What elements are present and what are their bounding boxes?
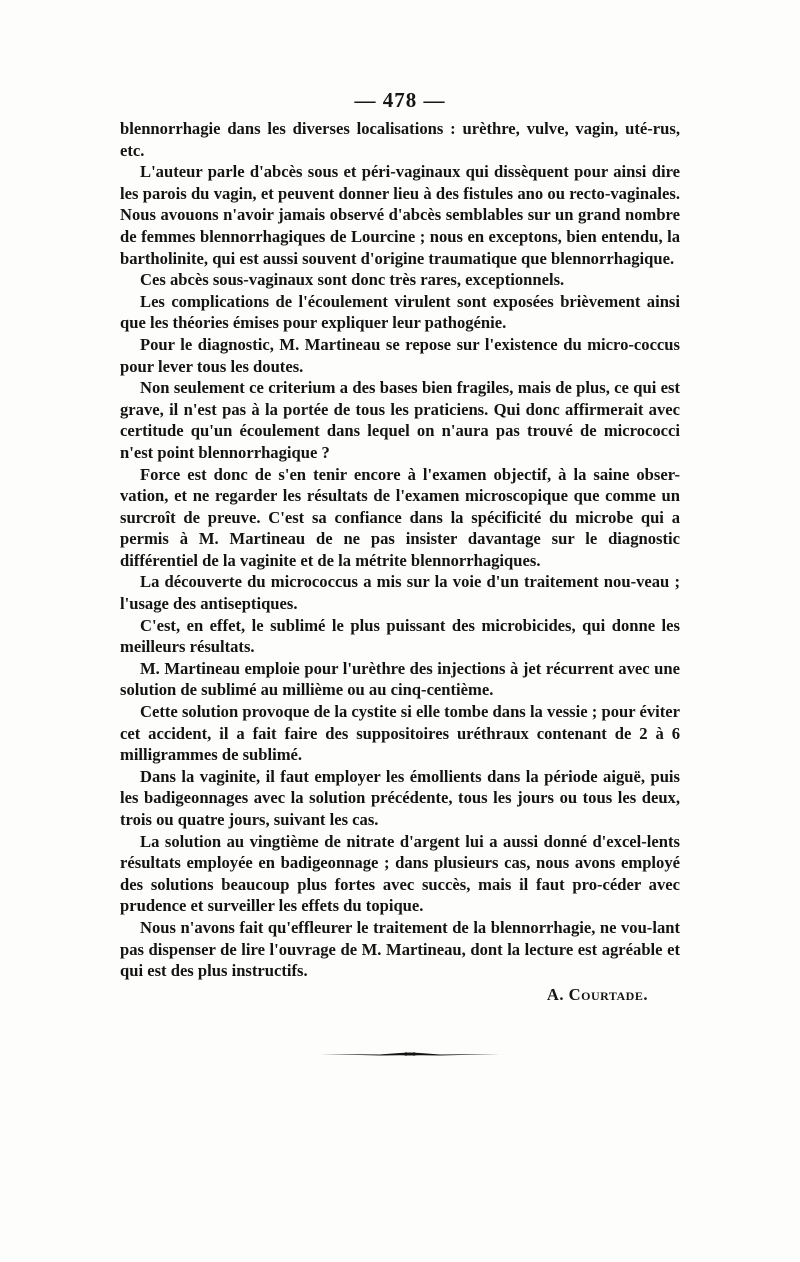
end-ornament-rule: [320, 1052, 500, 1056]
author-signature: A. Courtade.: [546, 984, 648, 1004]
paragraph-5: Pour le diagnostic, M. Martineau se repose sur l'existence du micro-coccus pour lever tous les doutes.: [120, 334, 680, 376]
paragraph-3: Ces abcès sous-vaginaux sont donc très rares, exceptionnels.: [140, 270, 565, 290]
paragraph-11: Cette solution provoque de la cystite si elle tombe dans la vessie ; pour éviter cet accident, il a fait faire des suppositoires uréthraux contenant de 2 à 6 milligrammes de sublimé.: [120, 702, 680, 765]
paragraph-1: blennorrhagie dans les diverses localisations : urèthre, vulve, vagin, uté-rus, etc.: [120, 119, 680, 160]
article-body: [120, 118, 680, 1005]
paragraph-7: Force est donc de s'en tenir encore à l'examen objectif, à la saine obser-vation, et ne regarder les résultats de l'examen microscopique que comme un surcroît de preuve. C'est sa confiance dans la spécificité du microbe qui a permis à M. Martineau de ne pas insister davantage sur le diagnostic différentiel de la vaginite et de la métrite blennorrhagiques.: [120, 464, 680, 570]
paragraph-14: Nous n'avons fait qu'effleurer le traitement de la blennorrhagie, ne vou-lant pas dispenser de lire l'ouvrage de M. Martineau, dont la lecture est agréable et qui est des plus instructifs.: [120, 917, 680, 981]
paragraph-13: La solution au vingtième de nitrate d'argent lui a aussi donné d'excel-lents résultats employée en badigeonnage ; dans plusieurs cas, nous avons employé des solutions beaucoup plus fortes avec succès, mais il faut pro-céder avec prudence et surveiller les effets du topique.: [120, 831, 680, 916]
paragraph-12: Dans la vaginite, il faut employer les émollients dans la période aiguë, puis les badigeonnages avec la solution précédente, tous les jours ou tous les deux, trois ou quatre jours, suivant les cas.: [120, 766, 680, 829]
page-number: — 478 —: [354, 88, 446, 112]
paragraph-8: La découverte du micrococcus a mis sur la voie d'un traitement nou-veau ; l'usage des antiseptiques.: [120, 572, 680, 614]
paragraph-2: L'auteur parle d'abcès sous et péri-vaginaux qui dissèquent pour ainsi dire les parois du vagin, et peuvent donner lieu à des fistules ano ou recto-vaginales. Nous avouons n'avoir jamais observé d'abcès semblables sur un grand nombre de femmes blennorrhagiques de Lourcine ; nous en exceptons, bien entendu, la bartholinite, qui est aussi souvent d'origine traumatique que blennorrhagique.: [120, 162, 680, 268]
paragraph-6: Non seulement ce criterium a des bases bien fragiles, mais de plus, ce qui est grave, il n'est pas à la portée de tous les praticiens. Qui donc affirmerait avec certitude qu'un écoulement dans lequel on n'aura pas trouvé de micrococci n'est point blennorrhagique ?: [120, 378, 680, 462]
paragraph-10: M. Martineau emploie pour l'urèthre des injections à jet récurrent avec une solution de sublimé au millième ou au cinq-centième.: [120, 658, 680, 700]
paragraph-4: Les complications de l'écoulement virulent sont exposées brièvement ainsi que les théories émises pour expliquer leur pathogénie.: [120, 291, 680, 333]
paragraph-9: C'est, en effet, le sublimé le plus puissant des microbicides, qui donne les meilleurs résultats.: [120, 615, 680, 657]
